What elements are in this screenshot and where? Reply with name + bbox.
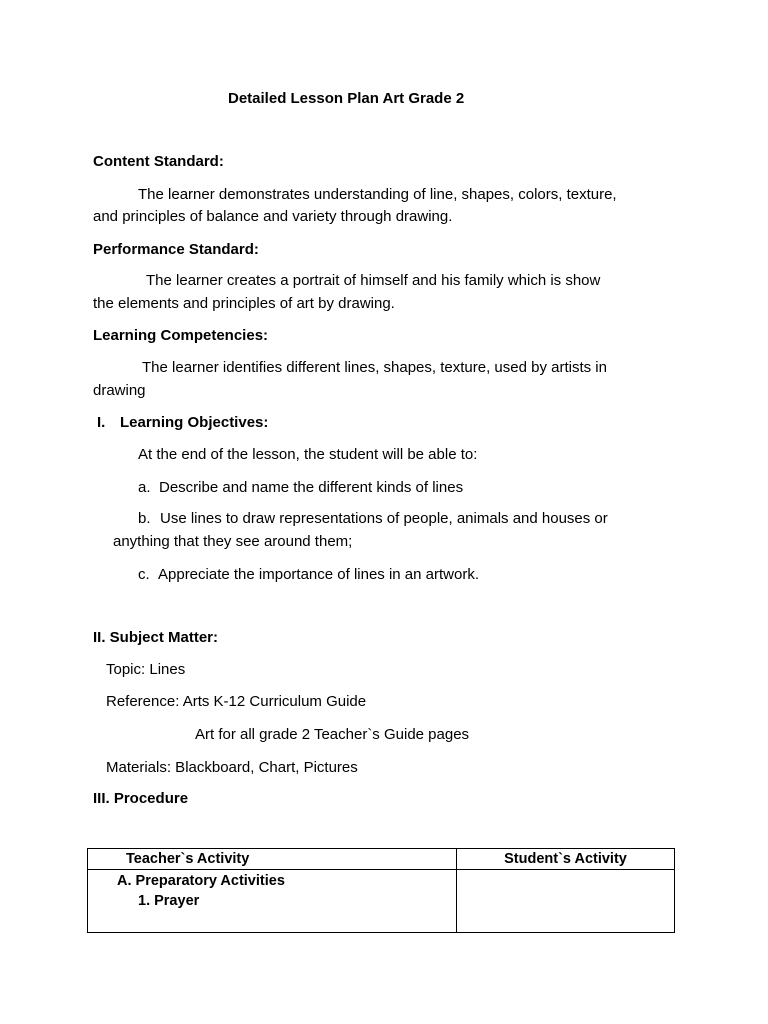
- objective-a-marker: a.: [138, 479, 151, 496]
- student-activity-header: Student`s Activity: [457, 849, 675, 870]
- objective-b-text-line1: Use lines to draw representations of people, animals and houses or: [160, 510, 608, 527]
- learning-competencies-text-line2: drawing: [93, 382, 146, 399]
- subject-matter-topic: Topic: Lines: [106, 661, 186, 678]
- procedure-table-row: [88, 870, 675, 933]
- objective-c-marker: c.: [138, 566, 150, 583]
- objective-b-marker: b.: [138, 510, 151, 527]
- objective-a-text: Describe and name the different kinds of lines: [159, 479, 464, 496]
- objective-b-text-line2: anything that they see around them;: [113, 533, 353, 550]
- objective-c-text: Appreciate the importance of lines in an artwork.: [158, 566, 479, 583]
- performance-standard-text-line2: the elements and principles of art by drawing.: [93, 295, 395, 312]
- subject-matter-reference: Reference: Arts K-12 Curriculum Guide: [106, 693, 367, 710]
- procedure-table: [87, 848, 675, 933]
- objectives-intro: At the end of the lesson, the student will be able to:: [138, 446, 478, 463]
- subject-matter-heading: II. Subject Matter:: [93, 629, 219, 646]
- subject-matter-reference-secondary: Art for all grade 2 Teacher`s Guide pages: [195, 726, 470, 743]
- content-standard-heading: Content Standard:: [93, 153, 224, 170]
- prayer-label: 1. Prayer: [138, 893, 200, 909]
- document-title: Detailed Lesson Plan Art Grade 2: [228, 90, 465, 107]
- learning-competencies-text-line1: The learner identifies different lines, shapes, texture, used by artists in: [142, 359, 607, 376]
- learning-competencies-heading: Learning Competencies:: [93, 327, 269, 344]
- teacher-activity-header: Teacher`s Activity: [88, 849, 457, 870]
- objectives-heading: Learning Objectives:: [120, 414, 269, 431]
- performance-standard-text-line1: The learner creates a portrait of himself and his family which is show: [146, 272, 601, 289]
- content-standard-text-line1: The learner demonstrates understanding of line, shapes, colors, texture,: [138, 186, 617, 203]
- performance-standard-heading: Performance Standard:: [93, 241, 259, 258]
- preparatory-activities-label: A. Preparatory Activities: [117, 873, 285, 889]
- procedure-table-header-row: [88, 849, 675, 870]
- student-activity-cell: [457, 870, 675, 933]
- subject-matter-materials: Materials: Blackboard, Chart, Pictures: [106, 759, 358, 776]
- teacher-activity-cell: [88, 870, 457, 933]
- objectives-numeral: I.: [97, 414, 106, 431]
- procedure-heading: III. Procedure: [93, 790, 189, 807]
- content-standard-text-line2: and principles of balance and variety through drawing.: [93, 208, 453, 225]
